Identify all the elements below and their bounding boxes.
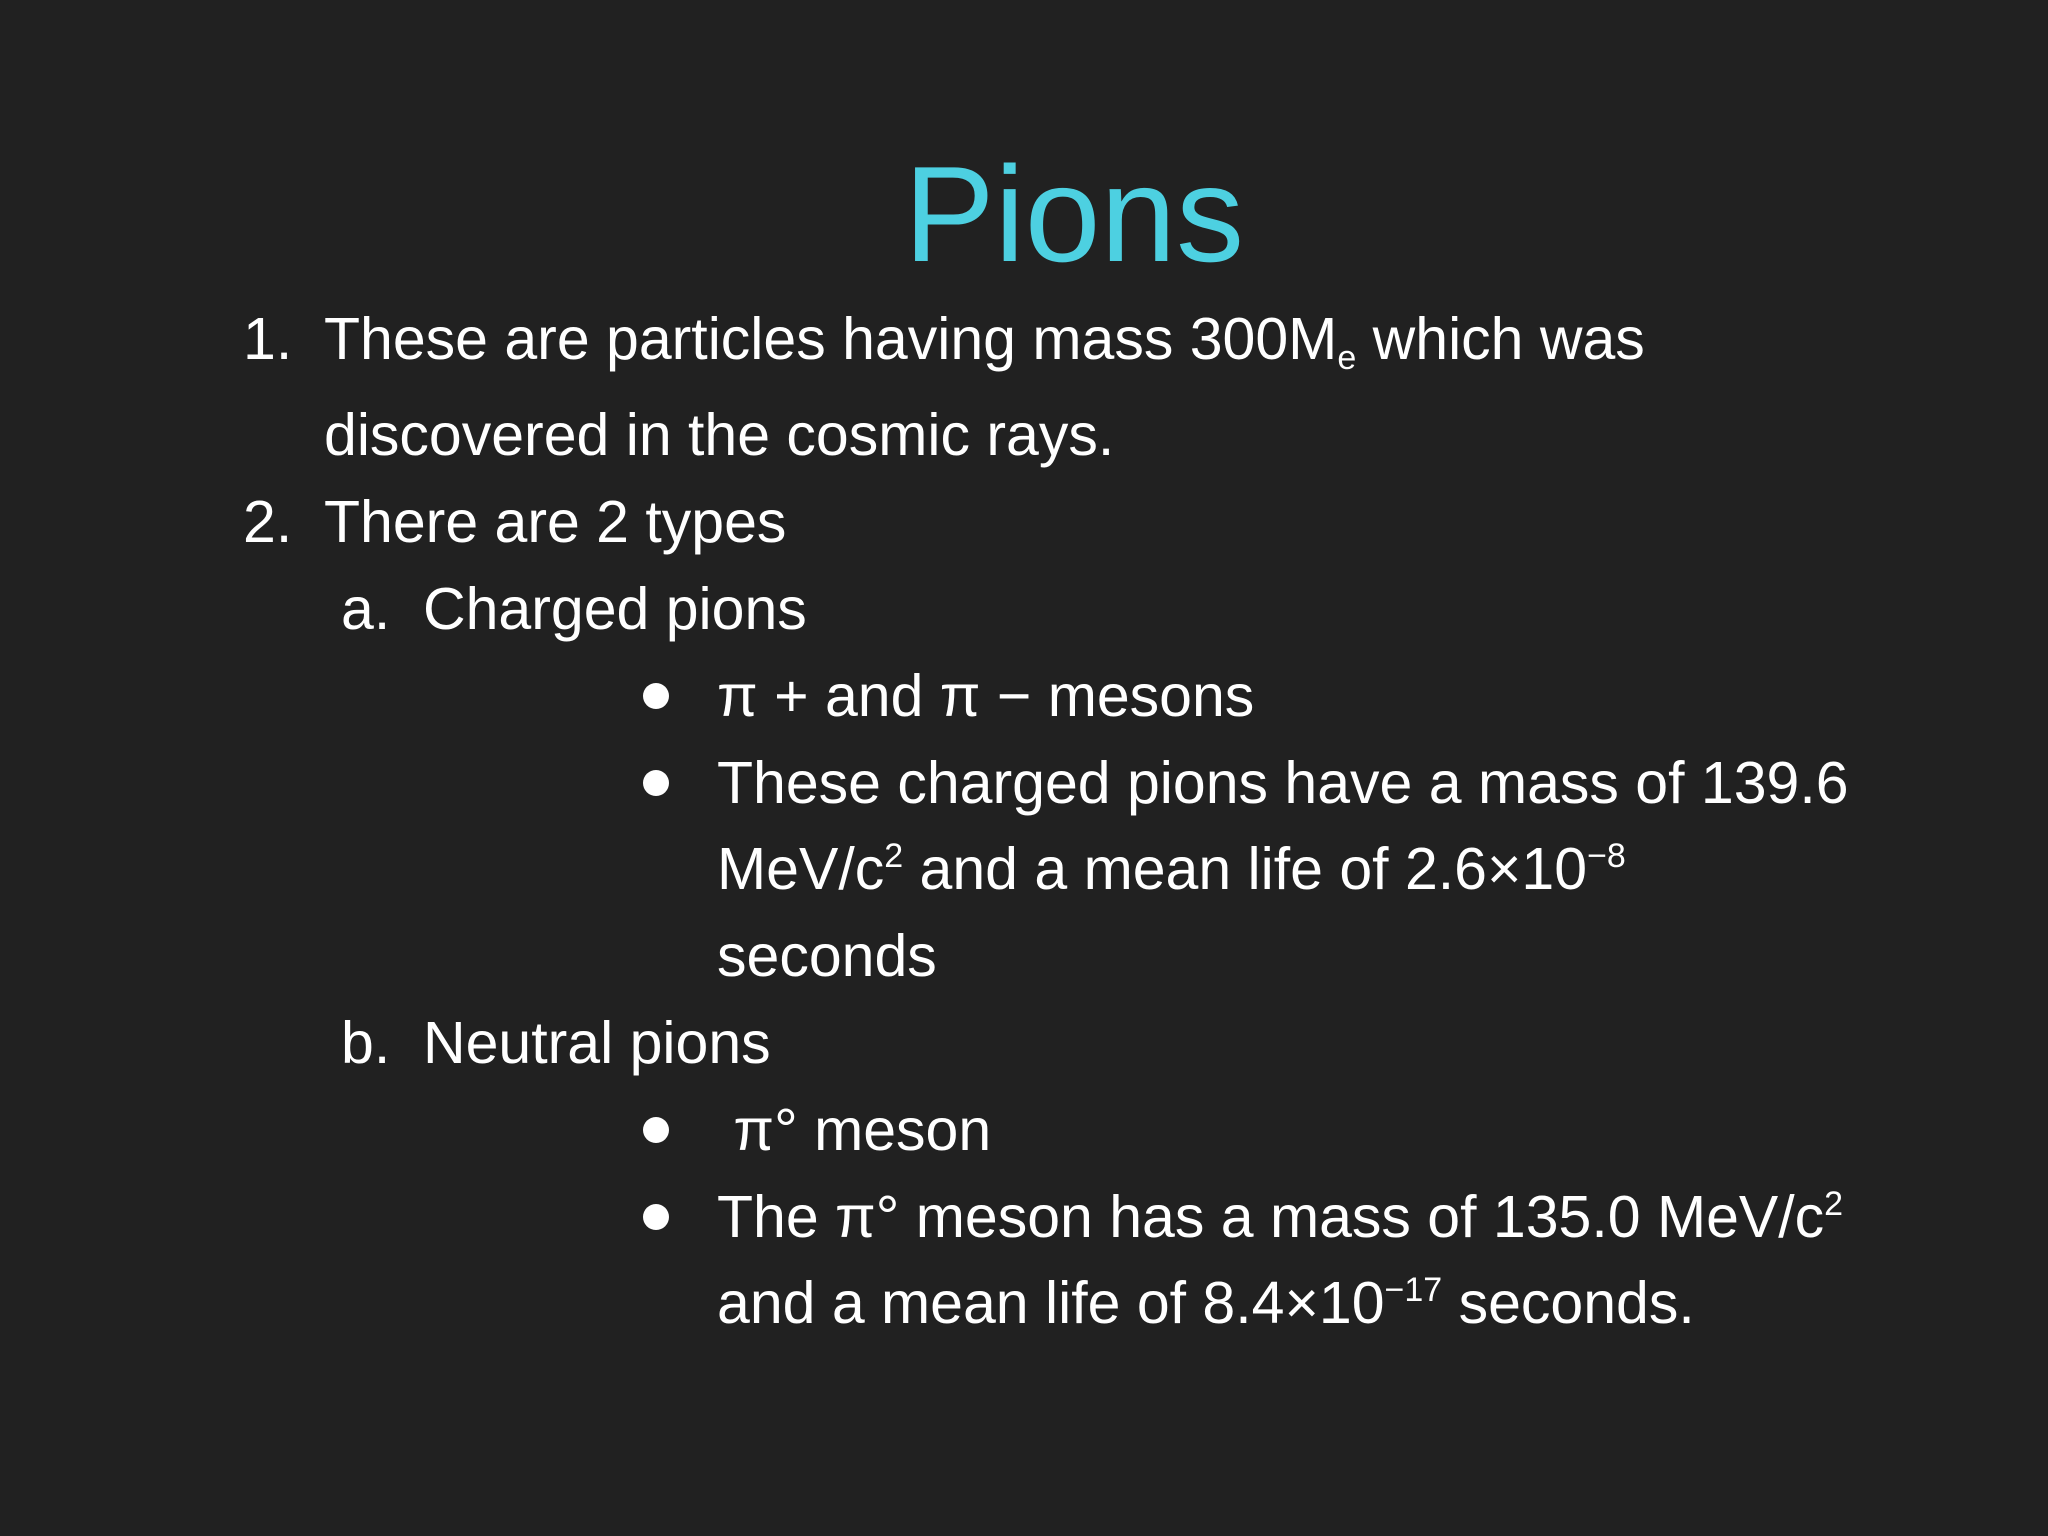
item-1-line-1: [324, 304, 1645, 377]
slide-title: Pions: [903, 138, 1245, 290]
item-2-text: There are 2 types: [324, 489, 787, 555]
item-2a-bullet-2-line-2: [717, 834, 1626, 904]
bullet-dot: [643, 1117, 669, 1143]
item-1-line-1-tail: which was: [1356, 306, 1645, 372]
bullet-dot: [643, 770, 669, 796]
item-2a-bullet-2-unit: MeV/c: [717, 836, 885, 902]
bullet-dot: [643, 1204, 669, 1230]
item-1-subscript: e: [1337, 339, 1357, 377]
item-2b-bullet-2-tail: seconds.: [1442, 1270, 1695, 1336]
item-2a-bullet-2-sup: 2: [884, 837, 904, 875]
item-2b-bullet-2-mid: and a mean life of 8.4×10: [717, 1270, 1385, 1336]
item-2b-bullet-1: π° meson: [717, 1097, 992, 1163]
bullet-dot: [643, 683, 669, 709]
item-2b-bullet-2-exponent: −17: [1384, 1271, 1443, 1309]
item-2a-marker: a.: [341, 576, 391, 642]
item-2b-text: Neutral pions: [423, 1010, 771, 1076]
item-2b-marker: b.: [341, 1010, 391, 1076]
item-2a-text: Charged pions: [423, 576, 807, 642]
item-2b-bullet-2-text: The π° meson has a mass of 135.0 MeV/c: [717, 1184, 1825, 1250]
item-2a-bullet-1: π + and π − mesons: [717, 663, 1255, 729]
item-2a-bullet-2-exponent: −8: [1587, 837, 1626, 875]
item-2b-bullet-2-line-2: [717, 1268, 1695, 1338]
item-1-line-1-text: These are particles having mass 300M: [324, 306, 1338, 372]
item-2b-bullet-2-sup: 2: [1824, 1185, 1844, 1223]
item-2b-bullet-2-line-1: [717, 1182, 1843, 1252]
item-2a-bullet-2-line-1: These charged pions have a mass of 139.6: [717, 750, 1849, 816]
item-1-marker: 1.: [243, 306, 293, 372]
item-2-marker: 2.: [243, 489, 293, 555]
item-1-line-2: discovered in the cosmic rays.: [324, 402, 1115, 468]
item-2a-bullet-2-line-3: seconds: [717, 923, 937, 989]
item-2a-bullet-2-mid: and a mean life of 2.6×10: [903, 836, 1588, 902]
